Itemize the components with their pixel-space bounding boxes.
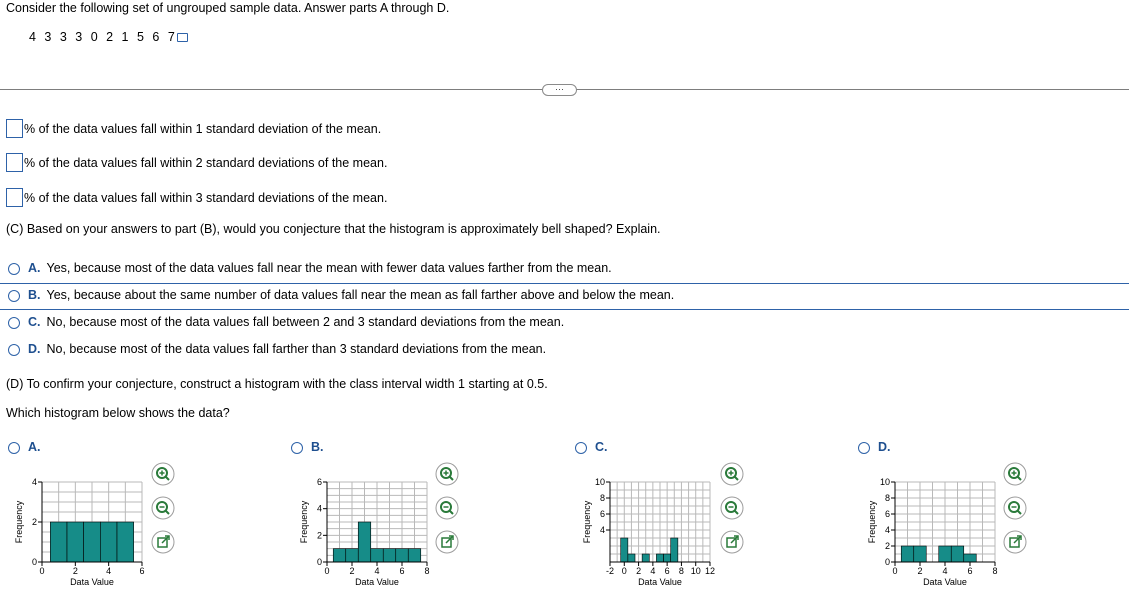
- histogram-bar: [67, 522, 84, 562]
- answer-label-1sd: % of the data values fall within 1 standard deviation of the mean.: [24, 121, 382, 136]
- question-c: (C) Based on your answers to part (B), would you conjecture that the histogram is approximately bell shaped? Explain.: [6, 222, 661, 236]
- y-tick-label: 10: [594, 477, 605, 487]
- y-tick-label: 0: [31, 557, 37, 567]
- open-new-window-icon[interactable]: [1002, 529, 1028, 555]
- x-tick-label: 12: [704, 566, 716, 576]
- zoom-out-icon[interactable]: [150, 495, 176, 521]
- y-tick-label: 2: [316, 530, 322, 541]
- radio-c-b[interactable]: [8, 290, 20, 302]
- x-tick-label: 10: [690, 566, 701, 576]
- option-c-a[interactable]: A. Yes, because most of the data values fall near the mean with fewer data values farther from the mean.: [8, 258, 612, 278]
- x-tick-label: 4: [942, 566, 948, 576]
- y-tick-label: 0: [884, 557, 890, 567]
- x-tick-label: 6: [664, 566, 670, 576]
- histogram-bar: [621, 538, 628, 562]
- radio-c-d[interactable]: [8, 344, 20, 356]
- histogram-bar: [50, 522, 67, 562]
- x-tick-label: 2: [349, 566, 355, 576]
- x-tick-label: 6: [139, 566, 145, 576]
- y-tick-label: 8: [599, 493, 605, 503]
- option-c-b[interactable]: B. Yes, because about the same number of data values fall near the mean as fall farther above and below the mean.: [8, 285, 674, 305]
- y-tick-label: 2: [884, 541, 890, 551]
- x-axis-label: Data Value: [70, 577, 114, 587]
- x-tick-label: 2: [636, 566, 642, 576]
- x-tick-label: 4: [106, 566, 112, 576]
- histogram-bar: [964, 554, 977, 562]
- zoom-in-icon[interactable]: [150, 461, 176, 487]
- option-c-c[interactable]: C. No, because most of the data values fall between 2 and 3 standard deviations from the mean.: [8, 312, 564, 332]
- radio-c-a[interactable]: [8, 263, 20, 275]
- open-new-window-icon[interactable]: [434, 529, 460, 555]
- x-tick-label: 0: [892, 566, 898, 576]
- y-tick-label: 4: [31, 477, 37, 487]
- zoom-out-icon[interactable]: [434, 495, 460, 521]
- x-tick-label: 0: [39, 566, 45, 576]
- x-axis-label: Data Value: [355, 577, 399, 587]
- y-tick-label: 6: [599, 509, 605, 519]
- zoom-in-icon[interactable]: [719, 461, 745, 487]
- answer-input-2sd[interactable]: [6, 153, 23, 172]
- histogram-bar: [358, 522, 371, 562]
- answer-input-1sd[interactable]: [6, 119, 23, 138]
- open-new-window-icon[interactable]: [719, 529, 745, 555]
- answer-input-3sd[interactable]: [6, 188, 23, 207]
- open-new-window-icon[interactable]: [150, 529, 176, 555]
- zoom-out-icon[interactable]: [719, 495, 745, 521]
- x-tick-label: 6: [399, 566, 405, 576]
- hist-option-b[interactable]: B.: [291, 437, 324, 457]
- histogram-bar: [951, 546, 964, 562]
- radio-hist-b[interactable]: [291, 442, 303, 454]
- answer-label-3sd: % of the data values fall within 3 standard deviations of the mean.: [24, 190, 388, 205]
- dataset-text: 4 3 3 3 0 2 1 5 6 7: [29, 30, 175, 44]
- hist-option-d[interactable]: D.: [858, 437, 891, 457]
- histogram-c: [568, 468, 718, 592]
- y-tick-label: 10: [879, 477, 890, 487]
- y-tick-label: 4: [316, 503, 322, 514]
- y-tick-label: 0: [316, 557, 322, 567]
- histogram-bar: [117, 522, 134, 562]
- histogram-b: [285, 468, 435, 592]
- y-tick-label: 2: [31, 517, 37, 527]
- zoom-in-icon[interactable]: [434, 461, 460, 487]
- y-tick-label: 6: [884, 509, 890, 519]
- question-which: Which histogram below shows the data?: [6, 406, 230, 420]
- question-prompt: Consider the following set of ungrouped sample data. Answer parts A through D.: [6, 1, 450, 15]
- zoom-in-icon[interactable]: [1002, 461, 1028, 487]
- hist-option-a[interactable]: A.: [8, 437, 41, 457]
- question-d: (D) To confirm your conjecture, construct a histogram with the class interval width 1 starting at 0.5.: [6, 377, 548, 391]
- x-tick-label: 8: [678, 566, 684, 576]
- option-c-d[interactable]: D. No, because most of the data values fall farther than 3 standard deviations from the mean.: [8, 339, 546, 359]
- x-axis-label: Data Value: [638, 577, 682, 587]
- histogram-bar: [656, 554, 663, 562]
- x-tick-label: 8: [424, 566, 430, 576]
- y-axis-label: Frequency: [582, 500, 592, 544]
- answer-row-2sd: [6, 153, 387, 172]
- dataset-values: [29, 30, 188, 44]
- histogram-bar: [396, 549, 409, 562]
- x-tick-label: 6: [967, 566, 973, 576]
- y-tick-label: 4: [599, 525, 605, 535]
- histogram-bar: [664, 554, 671, 562]
- zoom-out-icon[interactable]: [1002, 495, 1028, 521]
- hist-option-c[interactable]: C.: [575, 437, 608, 457]
- histogram-bar: [346, 549, 359, 562]
- answer-row-3sd: [6, 188, 387, 207]
- histogram-bar: [408, 549, 421, 562]
- histogram-bar: [628, 554, 635, 562]
- y-tick-label: 8: [884, 493, 890, 503]
- histogram-bar: [371, 549, 384, 562]
- y-tick-label: 4: [884, 525, 890, 535]
- x-tick-label: 0: [324, 566, 330, 576]
- y-axis-label: Frequency: [867, 500, 877, 544]
- x-axis-label: Data Value: [923, 577, 967, 587]
- histogram-bar: [84, 522, 101, 562]
- histogram-bar: [642, 554, 649, 562]
- histogram-bar: [914, 546, 927, 562]
- radio-c-c[interactable]: [8, 317, 20, 329]
- histogram-bar: [939, 546, 952, 562]
- x-tick-label: 2: [917, 566, 923, 576]
- x-tick-label: 0: [621, 566, 627, 576]
- histogram-bar: [100, 522, 117, 562]
- x-tick-label: -2: [605, 566, 615, 576]
- radio-hist-a[interactable]: [8, 442, 20, 454]
- answer-row-1sd: [6, 119, 381, 138]
- histogram-bar: [671, 538, 678, 562]
- histogram-d: [853, 468, 1003, 592]
- radio-hist-d[interactable]: [858, 442, 870, 454]
- histogram-a: [0, 468, 150, 592]
- y-axis-label: Frequency: [14, 500, 24, 544]
- histogram-bar: [901, 546, 914, 562]
- radio-hist-c[interactable]: [575, 442, 587, 454]
- y-tick-label: 6: [316, 477, 322, 487]
- histogram-bar: [333, 549, 346, 562]
- answer-label-2sd: % of the data values fall within 2 standard deviations of the mean.: [24, 155, 388, 170]
- x-tick-label: 4: [374, 566, 380, 576]
- histogram-bar: [383, 549, 396, 562]
- x-tick-label: 2: [72, 566, 78, 576]
- y-axis-label: Frequency: [299, 500, 309, 544]
- x-tick-label: 4: [650, 566, 656, 576]
- expand-more-button[interactable]: ···: [542, 84, 577, 96]
- copy-data-icon[interactable]: [177, 33, 188, 42]
- x-tick-label: 8: [992, 566, 998, 576]
